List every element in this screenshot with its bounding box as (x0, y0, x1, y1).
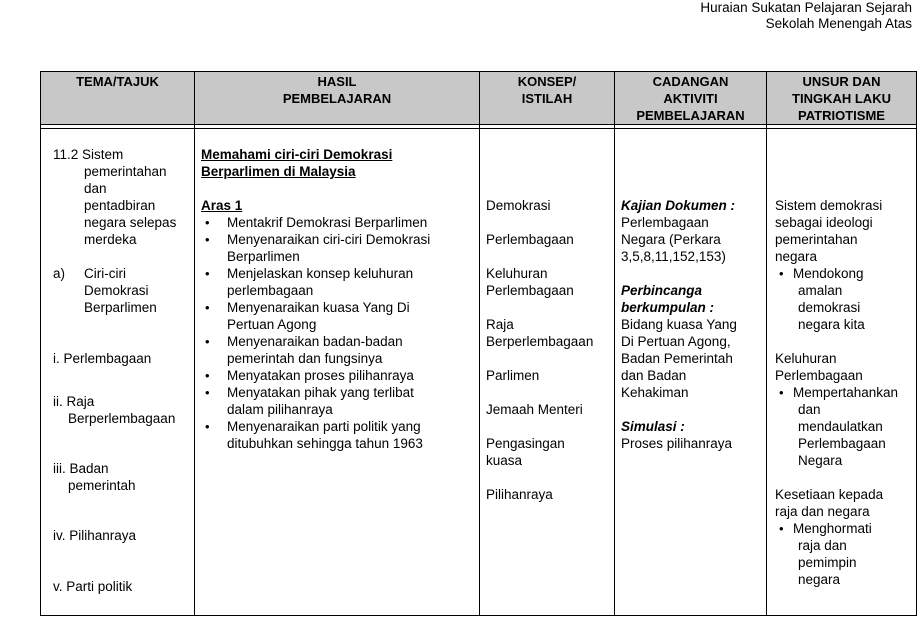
header-line-2: Sekolah Menengah Atas (765, 16, 912, 31)
tema-item-ii: ii. Raja Berperlembagaan (53, 394, 176, 426)
hasil-list (201, 214, 475, 452)
hasil-item: • Menjelaskan konsep keluhuran perlembagaan (201, 265, 475, 299)
cadangan-simulasi: Simulasi : Proses pilihanraya (621, 419, 733, 451)
unsur-keluhuran-bullet (775, 384, 912, 469)
hasil-item: • Mentakrif Demokrasi Berparlimen (201, 214, 475, 231)
unsur-bullet-item: • Menghormati raja dan pemimpin negara (775, 520, 912, 588)
unsur-demokrasi-bullet (775, 265, 912, 333)
konsep-keluhuran: Keluhuran Perlembagaan (486, 266, 574, 298)
document-header (700, 0, 912, 32)
aras-label: Aras 1 (201, 198, 243, 213)
unsur-kesetiaan: Kesetiaan kepada raja dan negara • Menghormati raja dan pemimpin negara (775, 486, 912, 588)
hasil-item: • Menyenaraikan parti politik yang ditubuhkan sehingga tahun 1963 (201, 418, 475, 452)
konsep-pilihanraya: Pilihanraya (486, 487, 553, 502)
konsep-raja: Raja Berperlembagaan (486, 317, 594, 349)
hasil-item: • Menyatakan pihak yang terlibat dalam pilihanraya (201, 384, 475, 418)
col-header-cadangan: CADANGAN AKTIVITI PEMBELAJARAN (615, 72, 767, 125)
unsur-keluhuran: Keluhuran Perlembagaan • Mempertahankan dan mendaulatkan Perlembagaan Negara (775, 350, 912, 469)
curriculum-table (40, 71, 917, 616)
hasil-item: • Menyenaraikan ciri-ciri Demokrasi Berparlimen (201, 231, 475, 265)
unsur-demokrasi: Sistem demokrasi sebagai ideologi pemerintahan negara • Mendokong amalan demokrasi negara kita (775, 197, 912, 333)
col-header-konsep: KONSEP/ ISTILAH (480, 72, 615, 125)
col-header-hasil: HASIL PEMBELAJARAN (195, 72, 480, 125)
konsep-demokrasi: Demokrasi (486, 198, 551, 213)
table-header-row (41, 72, 917, 125)
konsep-parlimen: Parlimen (486, 368, 540, 383)
hasil-item: • Menyatakan proses pilihanraya (201, 367, 475, 384)
unsur-kesetiaan-bullet (775, 520, 912, 588)
unsur-bullet-item: • Mempertahankan dan mendaulatkan Perlembagaan Negara (775, 384, 912, 469)
tema-item-i: i. Perlembagaan (53, 351, 152, 366)
konsep-pengasingan-kuasa: Pengasingan kuasa (486, 436, 565, 468)
unsur-cell (767, 129, 917, 616)
tema-item-iii: iii. Badan pemerintah (53, 461, 136, 493)
hasil-item: • Menyenaraikan kuasa Yang Di Pertuan Agong (201, 299, 475, 333)
konsep-cell (480, 129, 615, 616)
hasil-item: • Menyenaraikan badan-badan pemerintah dan fungsinya (201, 333, 475, 367)
hasil-title: Memahami ciri-ciri Demokrasi Berparlimen di Malaysia (201, 147, 393, 179)
col-header-unsur: UNSUR DAN TINGKAH LAKU PATRIOTISME (767, 72, 917, 125)
konsep-jemaah-menteri: Jemaah Menteri (486, 402, 583, 417)
tema-cell (41, 129, 195, 616)
tema-subtopic-a: a) Ciri-ciri Demokrasi Berparlimen (53, 266, 157, 315)
header-line-1: Huraian Sukatan Pelajaran Sejarah (700, 0, 912, 15)
cadangan-perbincangan: Perbincanga berkumpulan : Bidang kuasa Yang Di Pertuan Agong, Badan Pemerintah dan Badan Kehakiman (621, 283, 737, 400)
konsep-perlembagaan: Perlembagaan (486, 232, 574, 247)
tema-item-v: v. Parti politik (53, 579, 133, 594)
hasil-cell (195, 129, 480, 616)
table-body-row (41, 129, 917, 616)
cadangan-cell (615, 129, 767, 616)
tema-topic: 11.2 Sistem pemerintahan dan pentadbiran negara selepas merdeka (53, 147, 177, 247)
col-header-tema: TEMA/TAJUK (41, 72, 195, 125)
unsur-bullet-item: • Mendokong amalan demokrasi negara kita (775, 265, 912, 333)
cadangan-kajian-dokumen: Kajian Dokumen : Perlembagaan Negara (Perkara 3,5,8,11,152,153) (621, 198, 736, 264)
tema-item-iv: iv. Pilihanraya (53, 528, 137, 543)
